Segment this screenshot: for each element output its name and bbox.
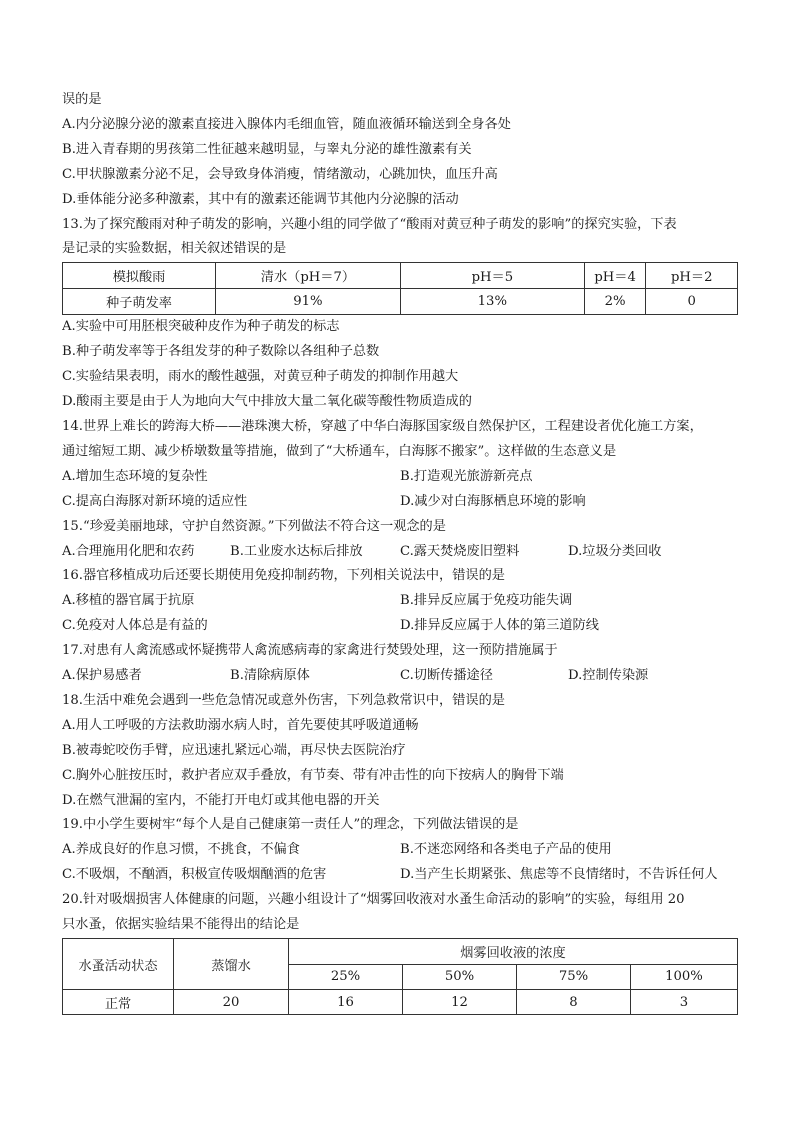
q19-option-c: C.不吸烟，不酗酒，积极宣传吸烟酗酒的危害 <box>62 867 327 883</box>
q19-options-row <box>62 863 738 888</box>
q19-option-b: B.不迷恋网络和各类电子产品的使用 <box>400 842 612 858</box>
table-header-cell: 蒸馏水 <box>174 939 289 990</box>
q18-option-c: C.胸外心脏按压时，救护者应双手叠放，有节奏、带有冲击性的向下按病人的胸骨下端 <box>62 767 564 783</box>
table-cell: 种子萌发率 <box>63 289 216 315</box>
q17-option-d: D.控制传染源 <box>568 668 649 684</box>
table-group-header: 烟雾回收液的浓度 <box>289 939 738 965</box>
q20-stem-2: 只水蚤，依据实验结果不能得出的结论是 <box>62 917 300 933</box>
q13-option-c: C.实验结果表明，雨水的酸性越强，对黄豆种子萌发的抑制作用越大 <box>62 369 459 385</box>
table-header-cell: pH＝5 <box>400 263 584 289</box>
table-header-cell: 水蚤活动状态 <box>63 939 174 990</box>
q14-option-d: D.减少对白海豚栖息环境的影响 <box>400 493 586 509</box>
q14-options-row <box>62 490 738 515</box>
table-cell: 3 <box>631 990 738 1015</box>
q17-option-a: A.保护易感者 <box>62 668 142 684</box>
q16-option-c: C.免疫对人体总是有益的 <box>62 618 208 634</box>
q13-option-b: B.种子萌发率等于各组发芽的种子数除以各组种子总数 <box>62 344 380 360</box>
table-cell: 正常 <box>63 990 174 1015</box>
acid-rain-table <box>62 262 738 315</box>
q13-option-d: D.酸雨主要是由于人为地向大气中排放大量二氧化碳等酸性物质造成的 <box>62 394 472 410</box>
table-cell: 91% <box>215 289 400 315</box>
q15-option-b: B.工业废水达标后排放 <box>230 543 363 559</box>
q18-option-b: B.被毒蛇咬伤手臂，应迅速扎紧远心端，再尽快去医院治疗 <box>62 742 406 758</box>
q16-stem: 16.器官移植成功后还要长期使用免疫抑制药物，下列相关说法中，错误的是 <box>62 568 505 584</box>
q19-option-a: A.养成良好的作息习惯，不挑食，不偏食 <box>62 842 300 858</box>
table-header-cell: 清水（pH＝7） <box>215 263 400 289</box>
q15-option-a: A.合理施用化肥和农药 <box>62 543 195 559</box>
q18-option-a: A.用人工呼吸的方法救助溺水病人时，首先要使其呼吸道通畅 <box>62 717 419 733</box>
q18-stem: 18.生活中难免会遇到一些危急情况或意外伤害，下列急救常识中，错误的是 <box>62 692 505 708</box>
q16-options-row <box>62 589 738 614</box>
table-header-cell: 50% <box>403 964 517 990</box>
q15-options-row <box>62 540 738 565</box>
q18-option-d: D.在燃气泄漏的室内，不能打开电灯或其他电器的开关 <box>62 792 380 808</box>
table-header-cell: 100% <box>631 964 738 990</box>
q16-option-a: A.移植的器官属于抗原 <box>62 593 195 609</box>
exam-page <box>62 88 738 1015</box>
q15-option-d: D.垃圾分类回收 <box>568 543 662 559</box>
table-header-cell: 75% <box>517 964 631 990</box>
q12-option-c: C.甲状腺激素分泌不足，会导致身体消瘦，情绪激动，心跳加快，血压升高 <box>62 166 498 182</box>
q17-options-row <box>62 664 738 689</box>
q16-option-b: B.排异反应属于免疫功能失调 <box>400 593 573 609</box>
table-cell: 16 <box>289 990 403 1015</box>
table-header-cell: 模拟酸雨 <box>63 263 216 289</box>
q15-stem: 15.“珍爱美丽地球，守护自然资源。”下列做法不符合这一观念的是 <box>62 518 446 534</box>
q14-option-b: B.打造观光旅游新亮点 <box>400 468 533 484</box>
q15-option-c: C.露天焚烧废旧塑料 <box>400 543 520 559</box>
q17-stem: 17.对患有人禽流感或怀疑携带人禽流感病毒的家禽进行焚毁处理，这一预防措施属于 <box>62 643 558 659</box>
q14-options-row <box>62 465 738 490</box>
q12-option-d: D.垂体能分泌多种激素，其中有的激素还能调节其他内分泌腺的活动 <box>62 191 459 207</box>
table-cell: 12 <box>403 990 517 1015</box>
q12-option-b: B.进入青春期的男孩第二性征越来越明显，与睾丸分泌的雄性激素有关 <box>62 141 472 157</box>
q16-options-row <box>62 614 738 639</box>
table-cell: 13% <box>400 289 584 315</box>
q19-option-d: D.当产生长期紧张、焦虑等不良情绪时，不告诉任何人 <box>400 867 718 883</box>
q13-stem-2: 是记录的实验数据，相关叙述错误的是 <box>62 241 287 257</box>
q17-option-b: B.清除病原体 <box>230 668 310 684</box>
table-cell: 8 <box>517 990 631 1015</box>
table-cell: 20 <box>174 990 289 1015</box>
q20-stem-1: 20.针对吸烟损害人体健康的问题，兴趣小组设计了“烟雾回收液对水蚤生命活动的影响”的实验，每组用 20 <box>62 892 685 908</box>
q13-option-a: A.实验中可用胚根突破种皮作为种子萌发的标志 <box>62 319 340 335</box>
table-cell: 2% <box>584 289 646 315</box>
table-header-cell: pH＝2 <box>646 263 738 289</box>
q14-option-a: A.增加生态环境的复杂性 <box>62 468 208 484</box>
q17-option-c: C.切断传播途径 <box>400 668 493 684</box>
table-header-cell: 25% <box>289 964 403 990</box>
table-row <box>63 990 738 1015</box>
q19-options-row <box>62 838 738 863</box>
q14-stem-2: 通过缩短工期、减少桥墩数量等措施，做到了“大桥通车，白海豚不搬家”。这样做的生态意义是 <box>62 443 617 459</box>
q14-option-c: C.提高白海豚对新环境的适应性 <box>62 493 248 509</box>
table-header-row <box>63 263 738 289</box>
q19-stem: 19.中小学生要树牢“每个人是自己健康第一责任人”的理念，下列做法错误的是 <box>62 817 519 833</box>
table-header-cell: pH＝4 <box>584 263 646 289</box>
q14-stem-1: 14.世界上难长的跨海大桥——港珠澳大桥，穿越了中华白海豚国家级自然保护区，工程建设者优化施工方案， <box>62 418 703 434</box>
table-row <box>63 289 738 315</box>
table-header-row <box>63 939 738 965</box>
q12-option-a: A.内分泌腺分泌的激素直接进入腺体内毛细血管，随血液循环输送到全身各处 <box>62 116 511 132</box>
table-cell: 0 <box>646 289 738 315</box>
water-flea-table <box>62 938 738 1015</box>
q13-stem-1: 13.为了探究酸雨对种子萌发的影响，兴趣小组的同学做了“酸雨对黄豆种子萌发的影响”的探究实验，下表 <box>62 216 677 232</box>
q16-option-d: D.排异反应属于人体的第三道防线 <box>400 618 599 634</box>
text-line: 误的是 <box>62 92 102 107</box>
